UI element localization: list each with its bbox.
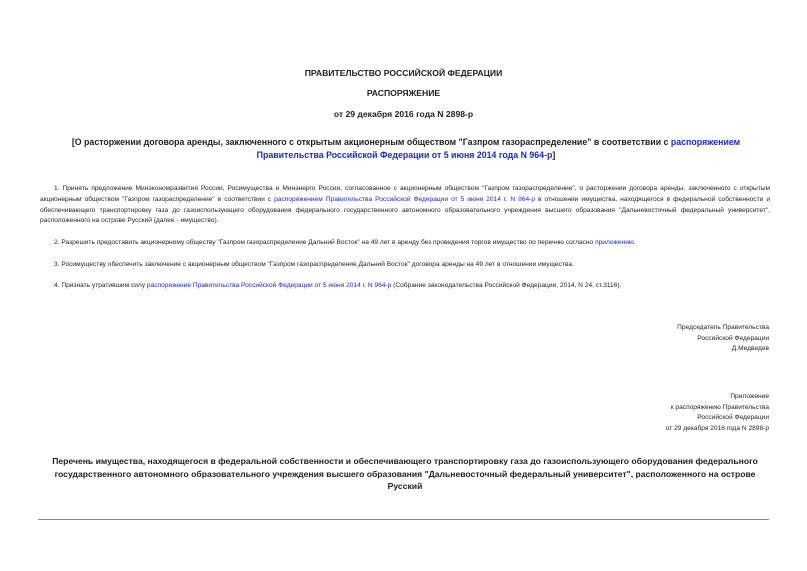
paragraph-1-text-b: в отношении имущества, находящегося в федеральной собственности и обеспечивающего транспортировку газа до газоиспользующего оборудования федерального государственного автономного образовательного учреждения высшего образования "Дальневосточный федеральный университет", расположенного на острове Русский (далее - имущество).	[40, 195, 770, 225]
paragraph-1-text-a: 1. Принять предложение Минэкономразвития России, Росимущества и Минэнерго России, согласованное с акционерным обществом "Газпром газораспределение", о расторжении договора аренды, заключенного с открытым акционерным обществом "Газпром газораспределение" в соответствии с	[40, 185, 770, 203]
appendix-date-number: от 29 декабря 2016 года N 2898-р	[665, 424, 769, 432]
signature-organization: Российской Федерации	[697, 334, 769, 342]
appendix-label: Приложение	[730, 393, 769, 400]
paragraph-1	[40, 184, 770, 227]
title-link-order-964[interactable]: распоряжением Правительства Российской Федерации от 5 июня 2014 года N 964-р	[256, 137, 741, 160]
title-text-suffix: ]	[552, 149, 556, 160]
horizontal-divider	[38, 519, 769, 520]
paragraph-1-link-order-964[interactable]: распоряжением Правительства Российской Федерации от 5 июня 2014 г. N 964-р	[274, 195, 535, 203]
appendix-organization: Российской Федерации	[697, 414, 769, 422]
paragraph-2-text-a: 2. Разрешить предоставить акционерному обществу "Газпром газораспределение Дальний Восток" на 49 лет в аренду без проведения торгов имущество по перечню согласно	[54, 239, 596, 246]
appendix-reference: к распоряжению Правительства	[670, 403, 769, 411]
paragraph-4-link-order-964[interactable]: распоряжение Правительства Российской Федерации от 5 июня 2014 г. N 964-р	[146, 282, 392, 289]
appendix-header	[666, 392, 769, 434]
paragraph-4-text-a: 4. Признать утратившим силу	[54, 282, 147, 289]
signature-name: Д.Медведев	[731, 345, 769, 353]
title-text-prefix: [О расторжении договора аренды, заключенного с открытым акционерным обществом "Газпром газораспределение" в соответствии с	[71, 137, 671, 147]
signature-position: Председатель Правительства	[677, 324, 769, 331]
signature-block	[677, 323, 769, 355]
document-type-heading: РАСПОРЯЖЕНИЕ	[366, 88, 441, 98]
paragraph-2	[40, 238, 770, 249]
paragraph-2-link-appendix[interactable]: приложению	[595, 239, 634, 246]
paragraph-3	[40, 260, 770, 271]
paragraph-4-text-b: (Собрание законодательства Российской Федерации, 2014, N 24, ст.3116).	[391, 282, 622, 289]
paragraph-4	[40, 281, 770, 292]
paragraph-3-text: 3. Росимуществу обеспечить заключение с акционерным обществом "Газпром газораспределение Дальний Восток" договора аренды на 49 лет в отношении имущества.	[54, 261, 574, 268]
document-date-number: от 29 декабря 2016 года N 2898-р	[333, 109, 474, 119]
government-heading: ПРАВИТЕЛЬСТВО РОССИЙСКОЙ ФЕДЕРАЦИИ	[304, 68, 503, 78]
document-title	[66, 136, 746, 161]
paragraph-2-text-b: .	[633, 239, 636, 246]
property-list-title: Перечень имущества, находящегося в федеральной собственности и обеспечивающего транспортировку газа до газоиспользующего оборудования федерального государственного автономного образовательного учреждения высшего образования "Дальневосточный федеральный университет", расположенного на острове Русский	[52, 456, 758, 491]
